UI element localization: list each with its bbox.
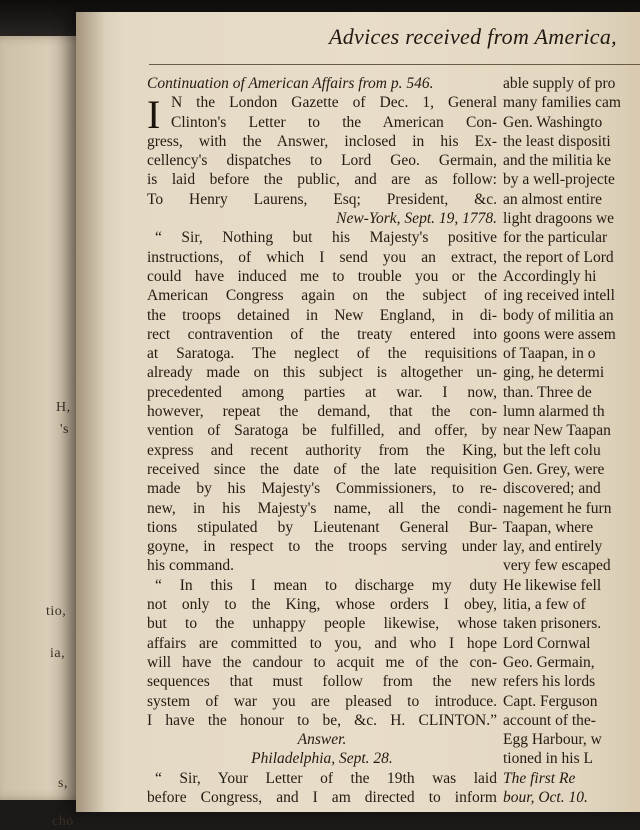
left-fragment: ia,: [50, 646, 66, 661]
left-page-fragment: [0, 36, 86, 829]
article-heading: Continuation of American Affairs from p. 546.: [147, 75, 434, 92]
text-line: the troops detained in New England, in di-: [147, 306, 497, 324]
right-column-line: able supply of pro: [503, 75, 616, 92]
text-line: precedented among parties at war. I now,: [147, 383, 497, 401]
text-line: cellency's dispatches to Lord Geo. Germain,: [147, 152, 497, 170]
text-line: gress, with the Answer, inclosed in his Ex-: [147, 132, 497, 150]
right-column-line: for the particular: [503, 229, 608, 247]
right-column-line: discovered; and: [503, 480, 601, 498]
right-column-line: Taapan, where: [503, 518, 594, 536]
right-column-line: Lord Cornwal: [503, 634, 591, 652]
text-line: affairs are committed to you, and who I hope: [147, 634, 497, 652]
right-column-line: body of militia an: [503, 306, 614, 324]
text-line: vention of Saratoga be fulfilled, and offer, by: [147, 422, 497, 440]
right-column-line: taken prisoners.: [503, 615, 602, 633]
dateline: New-York, Sept. 19, 1778.: [336, 210, 497, 228]
right-column-line: light dragoons we: [503, 210, 615, 228]
right-column-line: of Taapan, in o: [503, 345, 596, 363]
text-line: before Congress, and I am directed to inform: [147, 788, 497, 806]
left-fragment: H,: [56, 400, 71, 415]
text-line: at Saratoga. The neglect of the requisitions: [147, 345, 497, 363]
right-column-line: near New Taapan: [503, 422, 611, 440]
left-fragment: cho: [52, 814, 74, 829]
right-column-line: Egg Harbour, w: [503, 731, 602, 749]
drop-cap: I: [147, 92, 161, 137]
text-line: rect contravention of the treaty entered into: [147, 325, 497, 343]
left-fragment: tio,: [46, 604, 67, 619]
right-column-line: the least dispositi: [503, 132, 611, 150]
right-column-line: nagement he furn: [503, 499, 612, 517]
right-column-line: He likewise fell: [503, 576, 602, 594]
main-column: [147, 74, 497, 807]
right-column-line: Gen. Grey, were: [503, 460, 605, 478]
text-line: could have induced me to trouble you or the: [147, 267, 497, 285]
spine-shadow: [77, 12, 105, 812]
text-line: “ In this I mean to discharge my duty: [155, 576, 497, 594]
right-column-line: but the left colu: [503, 441, 601, 459]
text-line: N the London Gazette of Dec. 1, General: [171, 94, 497, 112]
text-line: sequences that must follow from the new: [147, 673, 497, 691]
text-line: made by his Majesty's Commissioners, to re-: [147, 480, 497, 498]
address-line: To Henry Laurens, Esq; President, &c.: [147, 190, 497, 208]
right-column-line: Capt. Ferguson: [503, 692, 598, 710]
right-column-line: an almost entire: [503, 190, 602, 208]
text-line: not only to the King, whose orders I obey,: [147, 596, 497, 614]
newspaper-page: [76, 12, 640, 812]
answer-heading: Answer.: [297, 731, 347, 749]
signature-line: I have the honour to be, &c. H. CLINTON.”: [147, 711, 497, 729]
right-column-line: by a well-projecte: [503, 171, 615, 189]
right-column-line: Gen. Washingto: [503, 113, 603, 131]
text-line: express and recent authority from the King,: [147, 441, 497, 459]
right-column-line: ging, he determi: [503, 364, 605, 382]
right-column-line: goons were assem: [503, 325, 616, 343]
right-column-line: ing received intell: [503, 287, 615, 305]
text-line: instructions, of which I send you an extract,: [147, 248, 497, 266]
text-line: but to the unhappy people likewise, whose: [147, 615, 497, 633]
text-line: “ Sir, Nothing but his Majesty's positive: [155, 229, 497, 247]
left-fragment: s,: [58, 776, 68, 791]
text-line: already made on this subject is altogether un-: [147, 364, 497, 382]
right-column-line: bour, Oct. 10.: [503, 788, 588, 806]
right-column-line: many families cam: [503, 94, 621, 112]
right-column-line: litia, a few of: [503, 596, 586, 614]
right-column: [503, 74, 640, 807]
text-line: goyne, in respect to the troops serving under: [147, 538, 497, 556]
text-line: received since the date of the late requisition: [147, 460, 497, 478]
text-line: however, repeat the demand, that the con-: [147, 403, 497, 421]
left-fragment: 's: [60, 422, 69, 437]
text-line: will have the candour to acquit me of the con-: [147, 653, 497, 671]
right-column-line: refers his lords: [503, 673, 596, 691]
running-head: Advices received from America,: [329, 24, 617, 49]
right-column-line: Geo. Germain,: [503, 653, 595, 671]
header-rule: [149, 64, 640, 65]
text-line: is laid before the public, and are as follow:: [147, 171, 497, 189]
right-column-line: lay, and entirely: [503, 538, 603, 556]
text-line: new, in his Majesty's name, all the condi-: [147, 499, 497, 517]
text-line: “ Sir, Your Letter of the 19th was laid: [155, 769, 497, 787]
text-line: tions stipulated by Lieutenant General Bur-: [147, 518, 497, 536]
text-line: American Congress again on the subject of: [147, 287, 497, 305]
right-column-line: very few escaped: [503, 557, 611, 575]
right-column-line: tioned in his L: [503, 750, 593, 768]
right-column-line: lumn alarmed th: [503, 403, 605, 421]
dateline: Philadelphia, Sept. 28.: [251, 750, 393, 768]
right-column-line: and the militia ke: [503, 152, 612, 170]
right-column-line: Accordingly hi: [503, 267, 597, 285]
right-column-line: The first Re: [503, 769, 576, 787]
text-line: Clinton's Letter to the American Con-: [171, 113, 497, 131]
text-line: his command.: [147, 557, 234, 575]
text-line: system of war you are pleased to introduce.: [147, 692, 497, 710]
right-column-line: account of the-: [503, 711, 596, 729]
right-column-line: the report of Lord: [503, 248, 614, 266]
right-column-line: than. Three de: [503, 383, 592, 401]
